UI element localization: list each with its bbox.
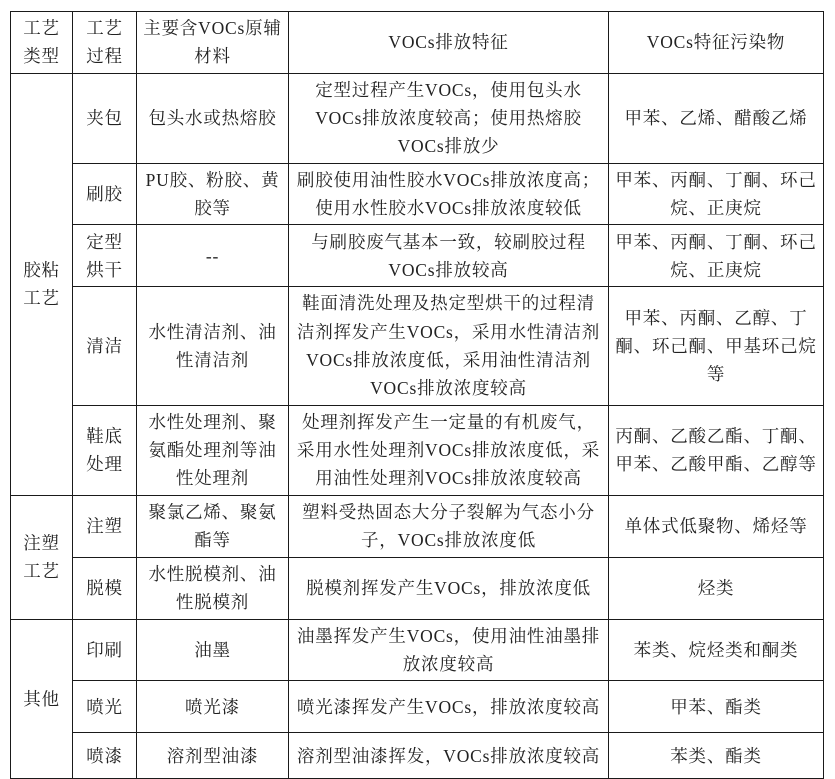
vocs-process-table (10, 11, 824, 779)
header-process-type: 工艺类型 (11, 12, 73, 74)
cell-emission: 鞋面清洗处理及热定型烘干的过程清洁剂挥发产生VOCs，采用水性清洁剂VOCs排放浓度低，采用油性清洁剂VOCs排放浓度较高 (289, 287, 609, 405)
cell-emission: 定型过程产生VOCs，使用包头水VOCs排放浓度较高；使用热熔胶VOCs排放少 (289, 73, 609, 163)
group-label-injection: 注塑工艺 (11, 495, 73, 619)
cell-emission: 喷光漆挥发产生VOCs，排放浓度较高 (289, 681, 609, 733)
header-materials: 主要含VOCs原辅材料 (137, 12, 289, 74)
cell-emission: 溶剂型油漆挥发，VOCs排放浓度较高 (289, 733, 609, 779)
cell-process: 注塑 (73, 495, 137, 557)
cell-pollutants: 甲苯、丙酮、丁酮、环己烷、正庚烷 (609, 225, 824, 287)
header-emission: VOCs排放特征 (289, 12, 609, 74)
cell-emission: 塑料受热固态大分子裂解为气态小分子，VOCs排放浓度低 (289, 495, 609, 557)
cell-pollutants: 甲苯、丙酮、丁酮、环己烷、正庚烷 (609, 163, 824, 225)
cell-pollutants: 单体式低聚物、烯烃等 (609, 495, 824, 557)
group-label-adhesive: 胶粘工艺 (11, 73, 73, 495)
table-row (11, 405, 824, 495)
cell-materials: 油墨 (137, 619, 289, 681)
cell-emission: 处理剂挥发产生一定量的有机废气，采用水性处理剂VOCs排放浓度低，采用油性处理剂VOCs排放浓度较高 (289, 405, 609, 495)
table-row (11, 733, 824, 779)
cell-process: 定型烘干 (73, 225, 137, 287)
cell-materials: 喷光漆 (137, 681, 289, 733)
table-row (11, 287, 824, 405)
cell-emission: 脱模剂挥发产生VOCs，排放浓度低 (289, 557, 609, 619)
table-row (11, 557, 824, 619)
cell-process: 清洁 (73, 287, 137, 405)
header-row (11, 12, 824, 74)
cell-process: 印刷 (73, 619, 137, 681)
cell-emission: 与刷胶废气基本一致，较刷胶过程VOCs排放较高 (289, 225, 609, 287)
cell-process: 喷漆 (73, 733, 137, 779)
table-row (11, 73, 824, 163)
cell-materials: -- (137, 225, 289, 287)
group-label-other: 其他 (11, 619, 73, 779)
cell-process: 鞋底处理 (73, 405, 137, 495)
table-row (11, 225, 824, 287)
cell-materials: 聚氯乙烯、聚氨酯等 (137, 495, 289, 557)
cell-materials: 溶剂型油漆 (137, 733, 289, 779)
header-process: 工艺过程 (73, 12, 137, 74)
table-row (11, 619, 824, 681)
cell-process: 夹包 (73, 73, 137, 163)
cell-pollutants: 烃类 (609, 557, 824, 619)
cell-pollutants: 甲苯、丙酮、乙醇、丁酮、环己酮、甲基环己烷等 (609, 287, 824, 405)
cell-pollutants: 苯类、烷烃类和酮类 (609, 619, 824, 681)
header-pollutants: VOCs特征污染物 (609, 12, 824, 74)
cell-process: 脱模 (73, 557, 137, 619)
cell-emission: 刷胶使用油性胶水VOCs排放浓度高；使用水性胶水VOCs排放浓度较低 (289, 163, 609, 225)
cell-pollutants: 丙酮、乙酸乙酯、丁酮、甲苯、乙酸甲酯、乙醇等 (609, 405, 824, 495)
table-row (11, 495, 824, 557)
table-row (11, 681, 824, 733)
table-row (11, 163, 824, 225)
cell-materials: 水性脱模剂、油性脱模剂 (137, 557, 289, 619)
cell-materials: 水性处理剂、聚氨酯处理剂等油性处理剂 (137, 405, 289, 495)
cell-materials: 水性清洁剂、油性清洁剂 (137, 287, 289, 405)
cell-pollutants: 苯类、酯类 (609, 733, 824, 779)
cell-process: 喷光 (73, 681, 137, 733)
cell-emission: 油墨挥发产生VOCs，使用油性油墨排放浓度较高 (289, 619, 609, 681)
cell-process: 刷胶 (73, 163, 137, 225)
cell-pollutants: 甲苯、乙烯、醋酸乙烯 (609, 73, 824, 163)
cell-materials: 包头水或热熔胶 (137, 73, 289, 163)
cell-materials: PU胶、粉胶、黄胶等 (137, 163, 289, 225)
cell-pollutants: 甲苯、酯类 (609, 681, 824, 733)
